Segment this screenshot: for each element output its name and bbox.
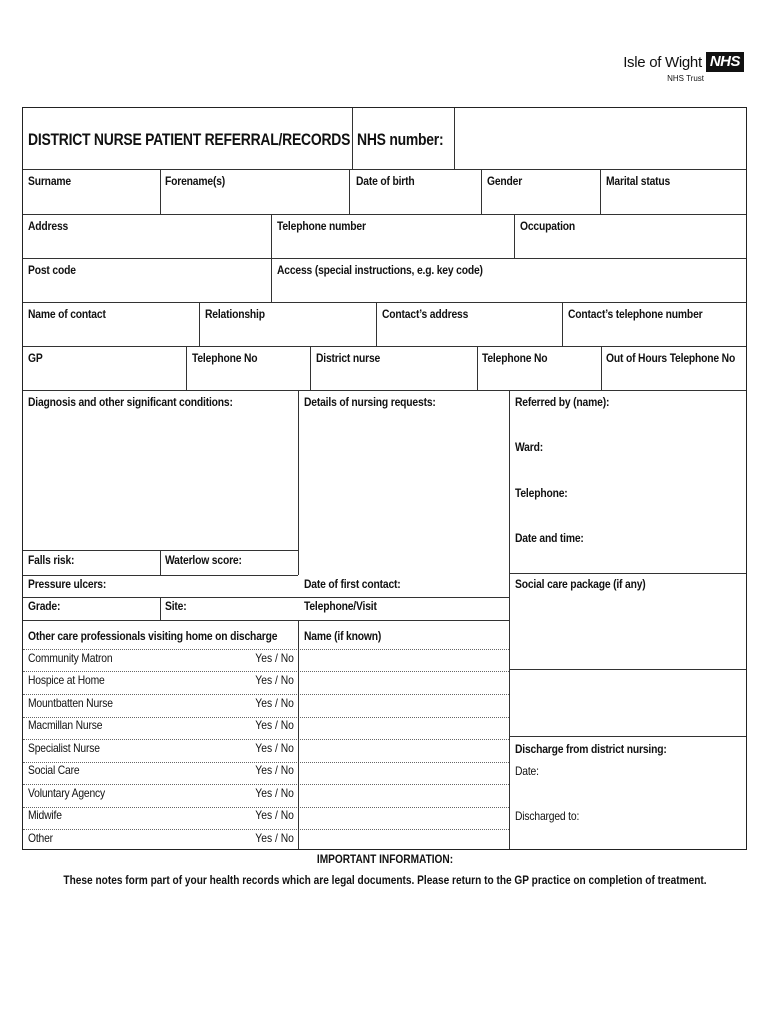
professional-name: Mountbatten Nurse (28, 696, 113, 710)
discharged-to-label: Discharged to: (515, 809, 580, 823)
telephone-visit-label: Telephone/Visit (304, 599, 377, 613)
yes-no-option[interactable]: Yes / No (255, 651, 294, 665)
address-label: Address (28, 219, 69, 233)
ooh-telephone-label: Out of Hours Telephone No (606, 351, 736, 365)
org-name: Isle of Wight (623, 53, 702, 71)
gp-telephone-label: Telephone No (192, 351, 258, 365)
referred-by-label: Referred by (name): (515, 395, 610, 409)
relationship-label: Relationship (205, 307, 265, 321)
yes-no-option[interactable]: Yes / No (255, 673, 294, 687)
yes-no-option[interactable]: Yes / No (255, 831, 294, 845)
professional-name: Other (28, 831, 53, 845)
first-contact-label: Date of first contact: (304, 577, 401, 591)
list-item (28, 831, 294, 853)
waterlow-label: Waterlow score: (165, 553, 242, 567)
list-item (28, 808, 294, 830)
yes-no-option[interactable]: Yes / No (255, 696, 294, 710)
occupation-label: Occupation (520, 219, 576, 233)
referral-form (22, 107, 747, 850)
pressure-ulcers-label: Pressure ulcers: (28, 577, 107, 591)
access-label: Access (special instructions, e.g. key code) (277, 263, 483, 277)
telephone-number-label: Telephone number (277, 219, 366, 233)
surname-label: Surname (28, 174, 71, 188)
gp-label: GP (28, 351, 43, 365)
professional-name: Midwife (28, 808, 62, 822)
discharge-heading: Discharge from district nursing: (515, 742, 667, 756)
list-item (28, 786, 294, 808)
social-care-package-label: Social care package (if any) (515, 577, 646, 591)
form-title: DISTRICT NURSE PATIENT REFERRAL/RECORDS (28, 130, 351, 149)
footer-heading: IMPORTANT INFORMATION: (316, 854, 454, 866)
contact-telephone-label: Contact’s telephone number (568, 307, 703, 321)
nhs-badge: NHS (706, 52, 744, 72)
date-time-label: Date and time: (515, 531, 584, 545)
trust-label: NHS Trust (667, 74, 704, 83)
dob-label: Date of birth (356, 174, 415, 188)
list-item (28, 696, 294, 718)
ward-label: Ward: (515, 440, 544, 454)
name-if-known-label: Name (if known) (304, 629, 382, 643)
referrer-telephone-label: Telephone: (515, 486, 568, 500)
nhs-number-label: NHS number: (357, 130, 444, 149)
contact-address-label: Contact’s address (382, 307, 469, 321)
nursing-requests-label: Details of nursing requests: (304, 395, 436, 409)
contact-name-label: Name of contact (28, 307, 106, 321)
dn-telephone-label: Telephone No (482, 351, 548, 365)
list-item (28, 651, 294, 673)
professional-name: Specialist Nurse (28, 741, 100, 755)
yes-no-option[interactable]: Yes / No (255, 786, 294, 800)
falls-risk-label: Falls risk: (28, 553, 75, 567)
professional-name: Social Care (28, 763, 80, 777)
professional-name: Community Matron (28, 651, 113, 665)
footer-text: These notes form part of your health records which are legal documents. Please return to the GP practice on completion of treatment. (63, 875, 707, 887)
yes-no-option[interactable]: Yes / No (255, 718, 294, 732)
professional-name: Voluntary Agency (28, 786, 105, 800)
district-nurse-label: District nurse (316, 351, 381, 365)
site-label: Site: (165, 599, 187, 613)
list-item (28, 718, 294, 740)
forenames-label: Forename(s) (165, 174, 226, 188)
yes-no-option[interactable]: Yes / No (255, 763, 294, 777)
diagnosis-label: Diagnosis and other significant conditions: (28, 395, 233, 409)
discharge-date-label: Date: (515, 764, 539, 778)
grade-label: Grade: (28, 599, 61, 613)
professional-name: Hospice at Home (28, 673, 105, 687)
gender-label: Gender (487, 174, 523, 188)
list-item (28, 673, 294, 695)
other-care-heading: Other care professionals visiting home on discharge (28, 629, 278, 643)
marital-status-label: Marital status (606, 174, 671, 188)
nhs-logo (623, 52, 744, 83)
yes-no-option[interactable]: Yes / No (255, 808, 294, 822)
list-item (28, 741, 294, 763)
yes-no-option[interactable]: Yes / No (255, 741, 294, 755)
postcode-label: Post code (28, 263, 76, 277)
list-item (28, 763, 294, 785)
professional-name: Macmillan Nurse (28, 718, 103, 732)
